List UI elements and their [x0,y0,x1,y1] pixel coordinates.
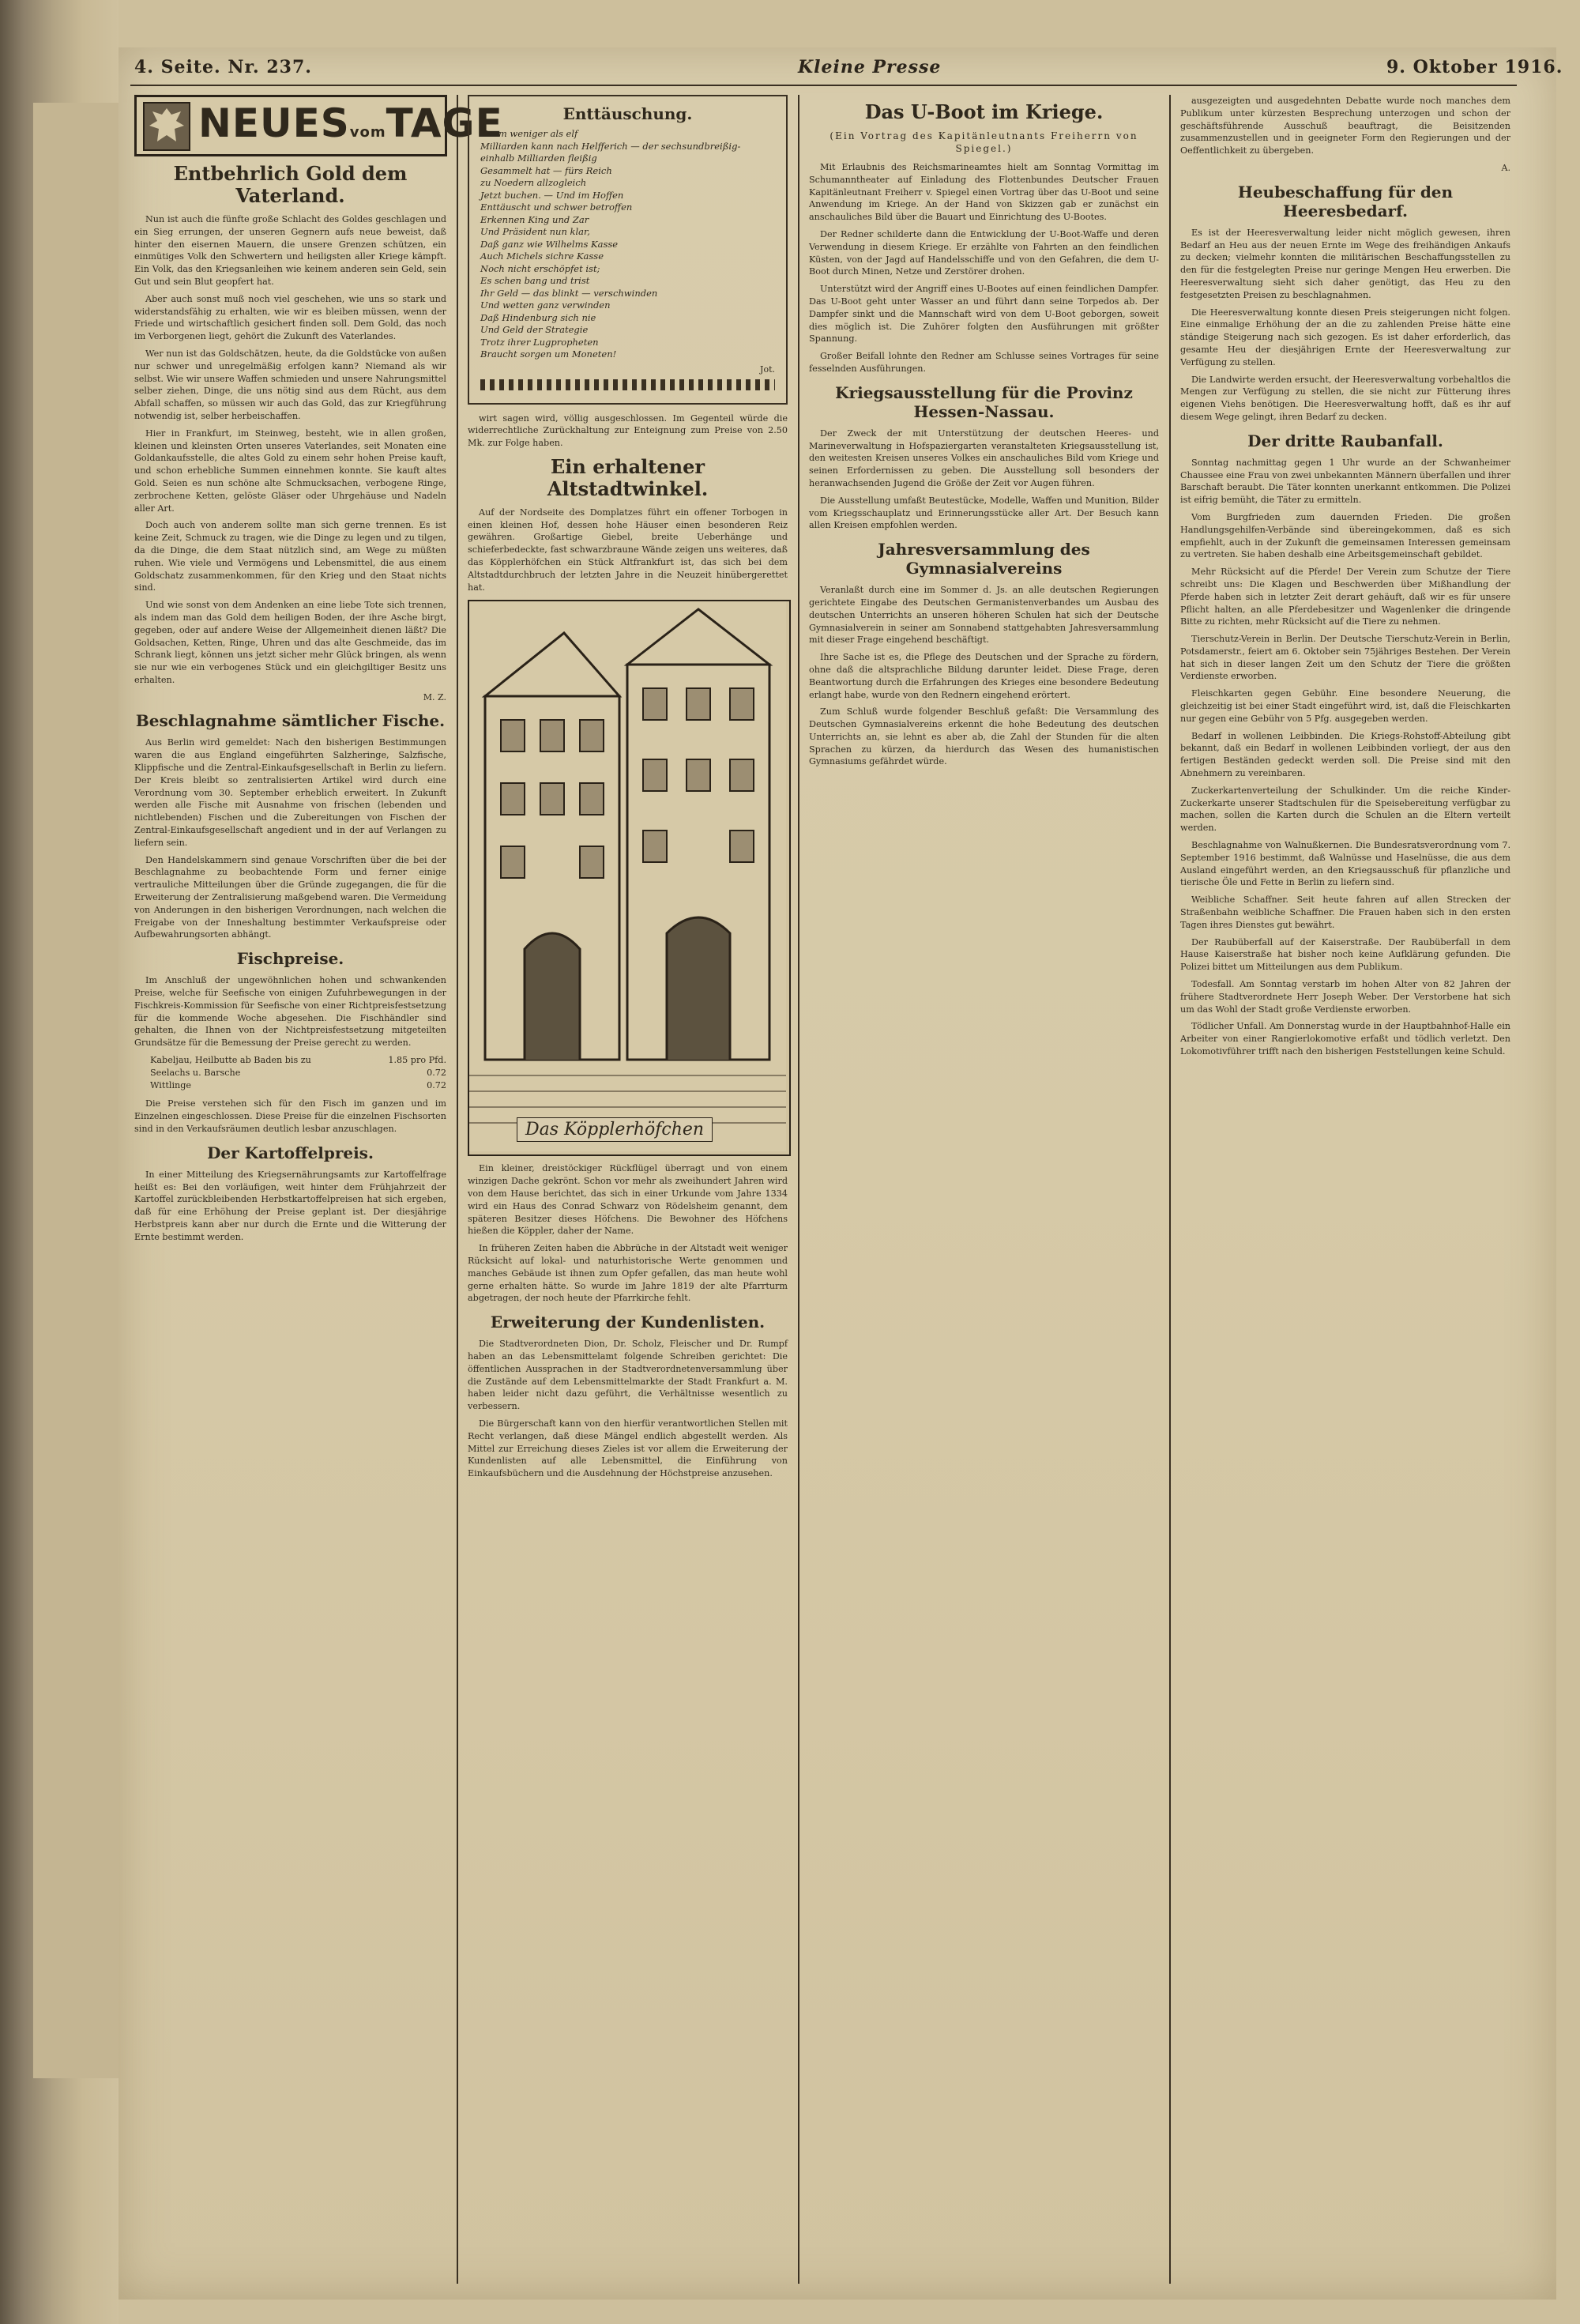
masthead-vom: vom [349,124,386,141]
paragraph: Aus Berlin wird gemeldet: Nach den bisherigen Bestimmungen waren die aus England eingeführten Salzheringe, Salzfische, Klippfische und die Zentral-Einkaufsgesellschaft in Berlin zu liefern. Der Kreis bleibt so zentralisierten Artikel wird durch eine Verordnung vom 30. September erheblich erweitert. In Zukunft werden alle Fische mit Ausnahme von frischen (lebenden und nichtlebenden) Fischen und die Zubereitungen von Fischen der Zentral-Einkaufsgesellschaft angedient und in der auf Verlangen zu liefern sein. [134,737,446,848]
paragraph: wirt sagen wird, völlig ausgeschlossen. Im Gegenteil würde die widerrechtliche Zurückhaltung zur Enteignung zum Preise von 2.50 Mk. zur Folge haben. [468,412,788,449]
poem-line: Milliarden kann nach Helfferich — der sechsundbreißig- [480,140,741,152]
signature: M. Z. [423,691,446,702]
paragraph: Auf der Nordseite des Domplatzes führt ein offener Torbogen in einen kleinen Hof, dessen hohe Häuser einen besonderen Reiz gewähren. Großartige Giebel, breite Ueberhänge und schieferbedeckte, fast schwarzbraune Wände zeigen uns weiteres, daß das Köpplerhöfchen ein Stück Altfrankfurt ist, das sich bei dem Altstadtdurchbruch der letzten Jahre in die Neuzeit hinübergerettet hat. [468,507,788,593]
paragraph: Doch auch von anderem sollte man sich gerne trennen. Es ist keine Zeit, Schmuck zu tragen, wie die Dinge zu legen und zu tilgen, da die Dinge, die dem Staat nützlich sind, am Wege zu müßten ruhen. Wie viele und Vermögens und Lebensmittel, die aus einem Goldschatz zusammenkommen, für den Krieg und den Staat nichts sind. [134,520,446,593]
courtyard-drawing [469,601,786,1151]
eagle-emblem-icon [143,102,190,151]
paragraph: Und wie sonst von dem Andenken an eine liebe Tote sich trennen, als indem man das Gold dem heiligen Boden, der ihre Asche birgt, gegeben, oder auf andere Weise der Allgemeinheit dienen läßt? Die Goldsachen, Ketten, Ringe, Uhren und das alte Geschmeide, das im Schrank liegt, können uns jetzt sicher mehr Glück bringen, als wenn sie nur wie ein verbogenes Stück und ein gleichgiltiger Besitz uns erhalten. [134,600,446,685]
poem-line: Gesammelt hat — fürs Reich [480,164,612,176]
signature: A. [1501,162,1510,173]
paragraph: Unterstützt wird der Angriff eines U-Bootes auf einen feindlichen Dampfer. Das U-Boot geht unter Wasser an und führt dann seine Torpedos ab. Der Dampfer sinkt und die Mannschaft wird von dem U-Boot geborgen, soweit dies möglich ist. Die Zuhörer folgten den Ausführungen mit größter Spannung. [809,284,1159,345]
paragraph: Fleischkarten gegen Gebühr. Eine besondere Neuerung, die gleichzeitig ist bei einer Stadt eingeführt wird, ist, daß die Fleischkarten nur gegen eine Gebühr von 5 Pfg. ausgegeben werden. [1180,688,1510,724]
poem-line: Und Geld der Strategie [480,324,589,335]
paragraph: Todesfall. Am Sonntag verstarb im hohen Alter von 82 Jahren der frühere Stadtverordnete Herr Joseph Weber. Der Verstorbene hat sich um das Wohl der Stadt große Verdienste erworben. [1180,979,1510,1015]
column-2 [468,95,788,1485]
paragraph: Beschlagnahme von Walnußkernen. Die Bundesratsverordnung vom 7. September 1916 bestimmt, daß Walnüsse und Haselnüsse, die aus dem Ausland eingeführt werden, an den Kriegsausschuß für pflanzliche und tierische Öle und Fette in Berlin zu liefern sind. [1180,840,1510,888]
poem-line: Enttäuscht und schwer betroffen [480,202,633,213]
price-line: Kabeljau, Heilbutte ab Baden bis zu 1.85 pro Pfd. [150,1055,446,1066]
paragraph: Die Heeresverwaltung konnte diesen Preis steigerungen nicht folgen. Eine einmalige Erhöhung der an die zu zahlenden Preise hätte eine ständige Steigerung nach sich gezogen. Es ist daher erforderlich, das gesamte Heu der diesjährigen Ernte der Heeresverwaltung zur Verfügung zu stellen. [1180,307,1510,367]
column-4 [1180,95,1510,1063]
paragraph: Ihre Sache ist es, die Pflege des Deutschen und der Sprache zu fördern, ohne daß die altsprachliche Bildung darunter leidet. Diese Frage, deren Beantwortung durch die Erfahrungen des Krieges eine besondere Bedeutung erlangt habe, wurde von den Rednern eingehend erörtert. [809,652,1159,700]
illustration-koepplerhoefchen [468,600,791,1156]
masthead-neues: NEUES [198,100,350,146]
paragraph: Wer nun ist das Goldschätzen, heute, da die Goldstücke von außen nur schwer und unregelmäßig erfolgen kann? Niemand als wir selbst. Wie wir unsere Waffen schmieden und unsere Nahrungsmittel selber ziehen, Dinge, die uns nötig sind aus dem Rücht, aus dem Abfall schaffen, so müssen wir auch das Gold, das zur Kriegführung notwendig ist, selber herbeischaffen. [134,348,446,421]
price-list [150,1054,446,1091]
paragraph: Zum Schluß wurde folgender Beschluß gefaßt: Die Versammlung des Deutschen Gymnasialvereins erkennt die hohe Bedeutung des deutschen Unterrichts an, sie lehnt es aber ab, die Zahl der Stunden für die alten Sprachen zu kürzen, da hierdurch das Wesen des humanistischen Gymnasiums gefährdet würde. [809,706,1159,767]
paragraph: Mit Erlaubnis des Reichsmarineamtes hielt am Sonntag Vormittag im Schumanntheater auf Einladung des Flottenbundes Deutscher Frauen Kapitänleutnant Freiherr v. Spiegel einen Vortrag über das U-Boot und seine Anwendung im Kriege. An der Hand von Skizzen gab er zunächst ein anschauliches Bild über die Bauart und Einrichtung des U-Bootes. [809,162,1159,223]
paragraph: Zuckerkartenverteilung der Schulkinder. Um die reiche Kinder-Zuckerkarte unserer Stadtschulen für die Speisebereitung verfügbar zu machen, sollen die Karten durch die Schulen an die Eltern verteilt werden. [1180,785,1510,834]
subheadline: (Ein Vortrag des Kapitänleutnants Freiherrn von Spiegel.) [830,130,1138,154]
paragraph: Bedarf in wollenen Leibbinden. Die Kriegs-Rohstoff-Abteilung gibt bekannt, daß ein Bedarf in wollenen Leibbinden vorliegt, der aus den fertigen Beständen gedeckt werden soll. Die Preise sind mit den Abnehmern zu vereinbaren. [1180,730,1510,779]
poem-line: Und Präsident nun klar, [480,226,590,237]
paragraph: Die Preise verstehen sich für den Fisch im ganzen und im Einzelnen eingeschlossen. Diese Preise für die einzelnen Fischsorten sind in den Verkaufsräumen deutlich lesbar anzuschlagen. [134,1098,446,1134]
poem-line: Auch Michels sichre Kasse [480,250,604,262]
issue-date: 9. Oktober 1916. [1386,57,1563,77]
paper-name: Kleine Presse [798,57,942,77]
paragraph: Der Raubüberfall auf der Kaiserstraße. Der Raubüberfall in dem Hause Kaiserstraße hat bisher noch keine Aufklärung gefunden. Die Polizei bittet um Mitteilungen aus dem Publikum. [1180,936,1510,973]
paragraph: Die Stadtverordneten Dion, Dr. Scholz, Fleischer und Dr. Rumpf haben an das Lebensmittelamt folgende Schreiben gerichtet: Die öffentlichen Aussprachen in der Stadtverordnetenversammlung über die Zustände auf dem Lebensmittelmarkte der Stadt Frankfurt a. M. haben leider nicht dazu geführt, die Verhältnisse wesentlich zu verbessern. [468,1339,788,1412]
paragraph: Veranlaßt durch eine im Sommer d. Js. an alle deutschen Regierungen gerichtete Eingabe des Deutschen Germanistenverbandes um Ausbau des deutschen Unterrichts an unseren höheren Schulen hat sich der Deutsche Gymnasialverein in seiner am Sonnabend stattgehabten Jahresversammlung mit dieser Frage eingehend beschäftigt. [809,585,1159,646]
price-line: Seelachs u. Barsche 0.72 [150,1067,446,1078]
masthead-tage: TAGE [386,100,503,146]
headline-fische: Beschlagnahme sämtlicher Fische. [135,711,446,731]
poem-line: Jetzt buchen. — Und im Hoffen [480,189,624,201]
column-3 [809,95,1159,773]
ornament-divider [480,379,775,390]
poem-lines [480,128,775,361]
paragraph: Großer Beifall lohnte den Redner am Schlusse seines Vortrages für seine fesselnden Ausführungen. [809,351,1159,374]
paragraph: Den Handelskammern sind genaue Vorschriften über die bei der Beschlagnahme zu beobachtende Form und ferner einige vertrauliche Mitteilungen über die Gründe zugegangen, die für die Erweiterung der Zentralisierung maßgebend waren. Die Vermeidung von Anderungen in den bisherigen Verordnungen, nach welchen die Freigabe von der Inneshaltung bestimmter Verkaufspreise oder Aufbewahrungsorten abhängt. [134,854,446,940]
poem-line: Trotz ihrer Lugpropheten [480,336,599,348]
illustration-caption: Das Köpplerhöfchen [517,1117,713,1142]
paragraph: Tierschutz-Verein in Berlin. Der Deutsche Tierschutz-Verein in Berlin, Potsdamerstr., feiert am 6. Oktober sein 75jähriges Bestehen. Der Verein hat sich in dieser langen Zeit um den Schutz der Tiere die größten Verdienste erworben. [1180,634,1510,682]
paragraph: Nun ist auch die fünfte große Schlacht des Goldes geschlagen und ein Sieg errungen, der unseren Gegnern aufs neue beweist, daß hinter den eisernen Mauern, die unsere Grenzen schützen, ein einmütiges Volk den Schwertern und heiligsten aller Kriege kämpft. Ein Volk, das den Kriegsanleihen wie keinem anderen sein Geld, sein Gut und sein Blut geopfert hat. [134,214,446,287]
headline-fischpreise: Fischpreise. [236,949,344,969]
paragraph: Sonntag nachmittag gegen 1 Uhr wurde an der Schwanheimer Chaussee eine Frau von zwei unbekannten Männern überfallen und ihrer Barschaft beraubt. Die Täter konnten unerkannt entkommen. Die Polizei ist eifrig bemüht, die Täter zu ermitteln. [1180,457,1510,506]
poem-title: Enttäuschung. [562,104,693,123]
column-1 [134,95,503,1249]
poem-line: zu Noedern allzogleich [480,177,587,188]
paragraph: Vom Burgfrieden zum dauernden Frieden. Die großen Handlungsgehilfen-Verbände sind übereingekommen, daß es sich empfiehlt, auch in der Zukunft die gemeinsamen Interessen gemeinsam zu vertreten. Sie haben deshalb eine Arbeitsgemeinschaft gebildet. [1180,511,1510,560]
paragraph: Die Ausstellung umfaßt Beutestücke, Modelle, Waffen und Munition, Bilder vom Kriegsschauplatz und Erinnerungsstücke aller Art. Der Besuch kann allen Kreisen empfohlen werden. [809,495,1159,531]
headline-gold: Entbehrlich Gold dem Vaterland. [173,162,408,207]
paragraph: In einer Mitteilung des Kriegsernährungsamts zur Kartoffelfrage heißt es: Bei den vorläufigen, weit hinter dem Frühjahrzeit der Kartoffel zurückbleibenden Herbstkartoffelpreisen hat sich ergeben, daß für eine Erhöhung der Preise geplant ist. Der diesjährige Herbstpreis kann aber nur durch die Ernte und die Witterung der Ernte bestimmt werden. [134,1169,446,1242]
paragraph: Aber auch sonst muß noch viel geschehen, wie uns so stark und widerstandsfähig zu erhalten, wie wir es bleiben müssen, wenn der Friede und wirtschaftlich gesichert finden soll. Dem Gold, das noch im Verborgenen liegt, gehört die Zukunft des Vaterlandes. [134,293,446,342]
column-rule-3 [1169,95,1171,2284]
poem-line: einhalb Milliarden fleißig [480,153,597,164]
paragraph: Die Bürgerschaft kann von den hierfür verantwortlichen Stellen mit Recht verlangen, daß diese Mängel endlich abgestellt werden. Als Mittel zur Erreichung dieses Zieles ist vor allem die Erweiterung der Kundenlisten auf alle Lebensmittel, die Einführung von Einkaufsbüchern und die Ausdehnung der Höchstpreise anzusehen. [468,1418,788,1479]
poem-box [468,95,788,405]
headline-uboot: Das U-Boot im Kriege. [864,100,1104,123]
poem-line: Erkennen King und Zar [480,213,589,225]
column-rule-1 [457,95,458,2284]
paragraph: Tödlicher Unfall. Am Donnerstag wurde in der Hauptbahnhof-Halle ein Arbeiter von einer Rangierlokomotive erfaßt und tödlich verletzt. Den Lokomotivführer trifft nach den bisherigen Feststellungen keine Schuld. [1180,1021,1510,1057]
headline-kartoffel: Der Kartoffelpreis. [207,1143,374,1162]
adjacent-page-edge [33,103,121,2078]
masthead-neues-vom-tage [134,95,503,156]
poem-author: Jot. [760,363,775,375]
paragraph: Der Redner schilderte dann die Entwicklung der U-Boot-Waffe und deren Verwendung in diesem Kriege. Er erzählte von Fahrten an den feindlichen Küsten, von der Jagd auf Handelsschiffe und von den Gefahren, die dem U-Boot durch Minen, Netze und Zerstörer drohen. [809,228,1159,277]
paragraph: Ein kleiner, dreistöckiger Rückflügel überragt und von einem winzigen Dache gekrönt. Schon vor mehr als zweihundert Jahren wird von dem Hause berichtet, das sich in einer Urkunde vom Jahre 1334 wird ein Haus des Conrad Schwarz von Rödelsheim genannt, dem späteren Besitzer dieses Höfchens. Die Bewohner des Höfchens hießen die Köppler, daher der Name. [468,1163,788,1237]
paragraph: Im Anschluß der ungewöhnlichen hohen und schwankenden Preise, welche für Seefische von einigen Zufuhrbewegungen in der Fischkreis-Kommission für Seefische von einer Richtpreisfestsetzung für die kommende Woche abgesehen. Die Fischhändler sind gehalten, die Ihnen von der Nichtpreisfestsetzung mitgeteilten Grundsätze für die Bemessung der Preise gerecht zu werden. [134,975,446,1049]
poem-line: Es schen bang und trist [480,275,590,286]
paragraph: Der Zweck der mit Unterstützung der deutschen Heeres- und Marineverwaltung in Hofspaziergarten veranstalteten Kriegsausstellung ist, den weitesten Kreisen unseres Volkes ein anschauliches Bild vom Kriege und seinen Erfordernissen zu geben. Die Ausstellung soll besonders der heranwachsenden Jugend die Größe der Zeit vor Augen führen. [809,428,1159,488]
page-number: 4. Seite. Nr. 237. [134,57,312,77]
paragraph: Es ist der Heeresverwaltung leider nicht möglich gewesen, ihren Bedarf an Heu aus der neuen Ernte im Wege des freihändigen Ankaufs zu decken; vielmehr konnten die militärischen Beschaffungsstellen zu den für die festgelegten Preise nur geringe Mengen Heu erwerben. Die Heeresverwaltung sieht sich daher genötigt, das Heu zu den festgesetzten Preisen zu beschlagnahmen. [1180,227,1510,300]
column-rule-2 [798,95,799,2284]
headline-altstadt: Ein erhaltener Altstadtwinkel. [547,454,709,500]
headline-kundenlisten: Erweiterung der Kundenlisten. [490,1313,766,1332]
poem-line: Kaum weniger als elf [480,128,578,139]
poem-line: Daß Hindenburg sich nie [480,311,596,323]
paragraph: ausgezeigten und ausgedehnten Debatte wurde noch manches dem Publikum unter kürzesten Besprechung unterzogen und schon der geschäftsführende Ausschuß beauftragt, die Beisitzenden zusammenzustellen und in geeigneter Form den Regierungen und der Oeffentlichkeit zu übergeben. [1180,96,1510,156]
paragraph: Die Landwirte werden ersucht, der Heeresverwaltung vorbehaltlos die Mengen zur Verfügung zu stellen, die sie nicht zur Fütterung ihres eigenen Viehs benötigen. Die Heeresverwaltung hofft, daß es ihr auf diesem Wege gelingt, ihren Bedarf zu decken. [1180,374,1510,422]
poem-line: Und wetten ganz verwinden [480,299,611,311]
headline-raubanfall: Der dritte Raubanfall. [1247,431,1443,450]
paragraph: Hier in Frankfurt, im Steinweg, besteht, wie in allen großen, kleinen und kleinsten Orten unseres Vaterlandes, seit Monaten eine Goldankaufsstelle, die altes Gold zu einem sehr hohen Preise kauft, und schon erhebliche Summen einnehmen konnte. Sie kauft altes Gold. Seien es nun schöne alte Schmucksachen, verbogene Ringe, zerbrochene Ketten, gelöste Gläser oder Uhrgehäuse und Nadeln aller Art. [134,428,446,514]
headline-gymnasialverein: Jahresversammlung des Gymnasialvereins [878,540,1090,578]
headline-heubeschaffung: Heubeschaffung für den Heeresbedarf. [1237,182,1454,220]
poem-line: Daß ganz wie Wilhelms Kasse [480,238,619,250]
poem-line: Braucht sorgen um Moneten! [480,348,617,360]
paragraph: Mehr Rücksicht auf die Pferde! Der Verein zum Schutze der Tiere schreibt uns: Die Klagen und Beschwerden über Mißhandlung der Pferde haben sich in letzter Zeit derart gehäuft, daß wir es für unsere Pflicht halten, an alle Pferdebesitzer und Wagenlenker die dringende Bitte zu richten, mehr Rücksicht auf die Tiere zu nehmen. [1180,567,1510,627]
poem-line: Ihr Geld — das blinkt — verschwinden [480,287,658,299]
headline-kriegsausstellung: Kriegsausstellung für die Provinz Hessen-Nassau. [835,382,1133,421]
poem-line: Noch nicht erschöpfet ist; [480,262,600,274]
paragraph: Weibliche Schaffner. Seit heute fahren auf allen Strecken der Straßenbahn weibliche Schaffner. Die Frauen haben sich in den ersten Tagen ihres Dienstes gut bewährt. [1180,895,1510,930]
header-rule [130,85,1517,86]
paragraph: In früheren Zeiten haben die Abbrüche in der Altstadt weit weniger Rücksicht auf lokal- und naturhistorische Werte genommen und manches Gebäude ist ihnen zum Opfer gefallen, das man heute wohl gerne erhalten hätte. So wurde im Jahre 1819 der alte Pfarrturm abgetragen, der noch heute der Pfarrkirche fehlt. [468,1243,788,1304]
price-line: Wittlinge 0.72 [150,1079,446,1090]
